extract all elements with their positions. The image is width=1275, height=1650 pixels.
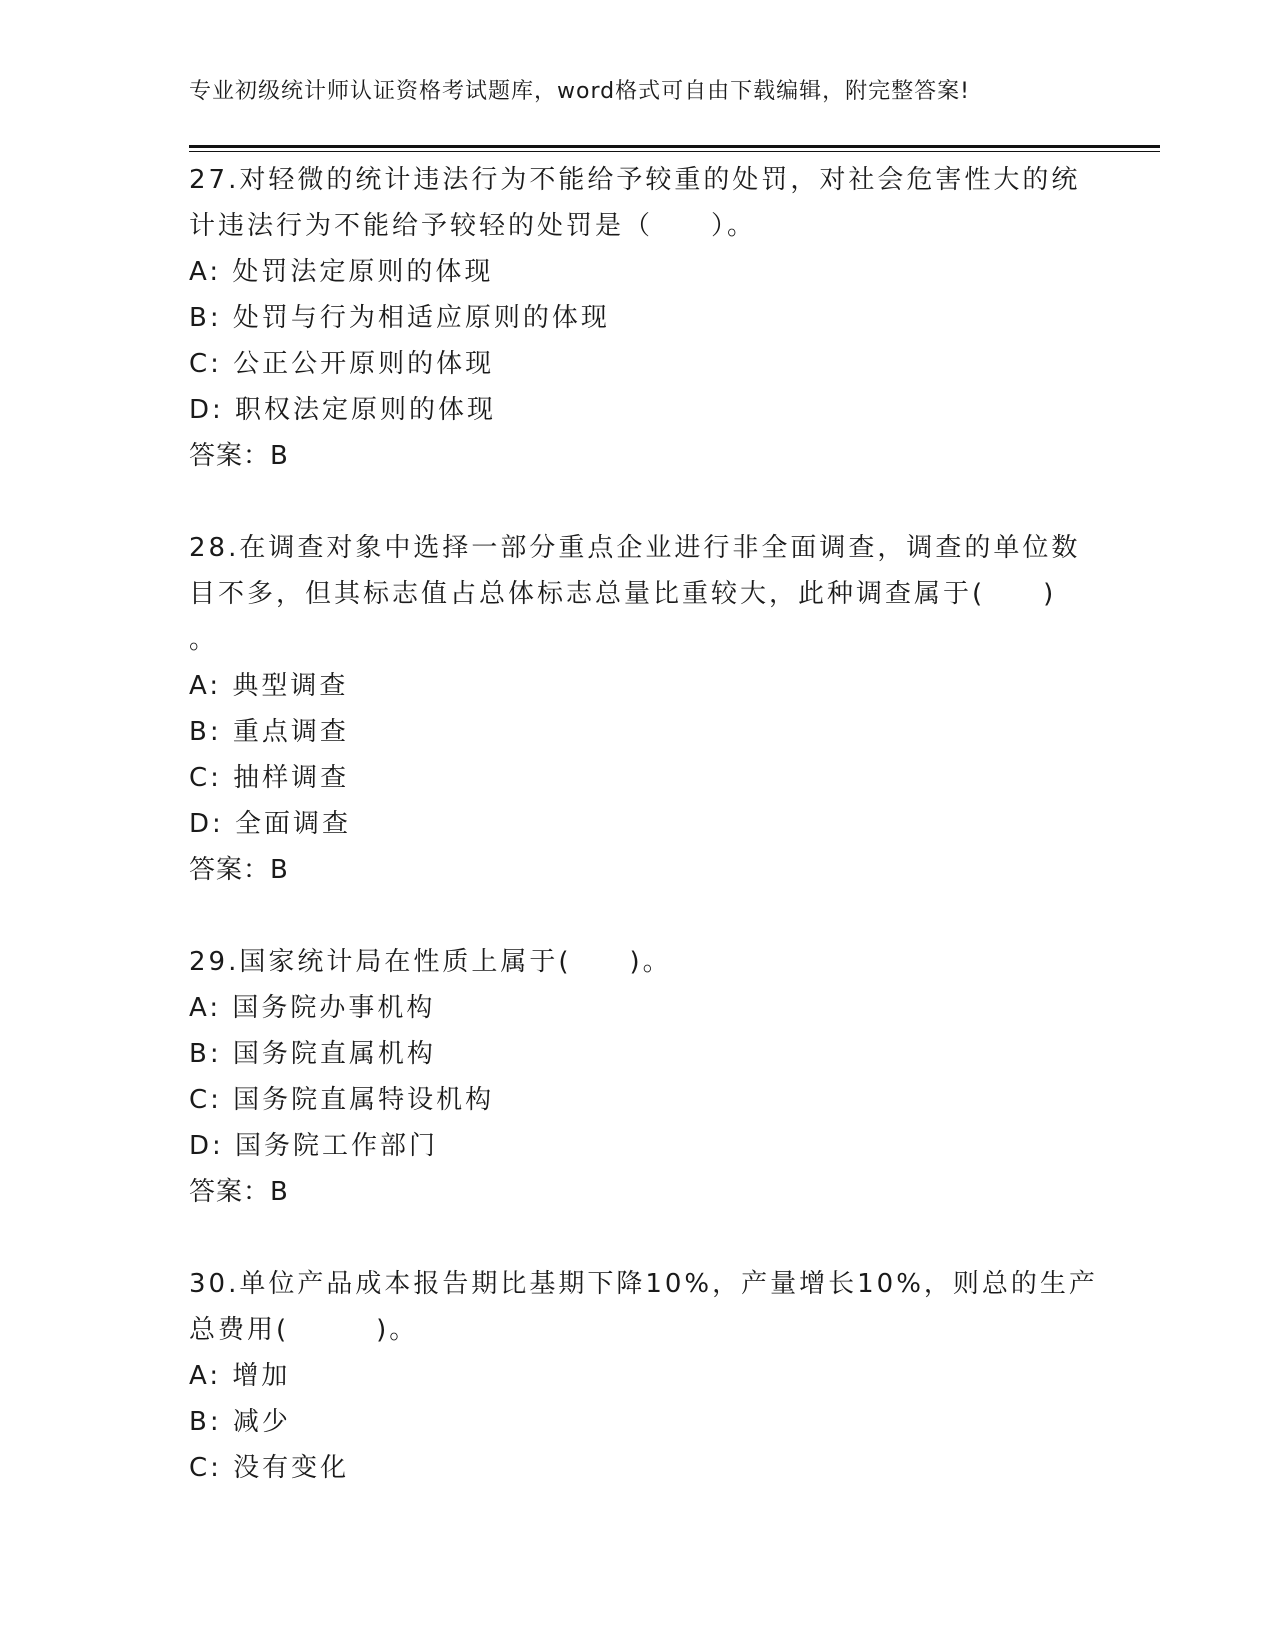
- question-list: [189, 157, 1098, 1491]
- option-d: D: 全面调查: [189, 809, 352, 839]
- spacer: [189, 893, 1089, 939]
- option-a: A: 典型调查: [189, 671, 349, 701]
- header-divider-thick: [189, 145, 1160, 148]
- option-d: D: 国务院工作部门: [189, 1131, 439, 1161]
- option-d: D: 职权法定原则的体现: [189, 395, 497, 425]
- answer-text: 答案：B: [189, 441, 289, 471]
- option-c: C: 没有变化: [189, 1453, 350, 1483]
- question-28: [189, 525, 1089, 893]
- answer-text: 答案：B: [189, 1177, 289, 1207]
- question-text-line: 。: [189, 625, 219, 655]
- option-a: A: 处罚法定原则的体现: [189, 257, 494, 287]
- option-b: B: 国务院直属机构: [189, 1039, 436, 1069]
- option-c: C: 公正公开原则的体现: [189, 349, 495, 379]
- option-b: B: 重点调查: [189, 717, 349, 747]
- option-a: A: 增加: [189, 1361, 291, 1391]
- question-text-line: 目不多，但其标志值占总体标志总量比重较大，此种调查属于( ): [189, 579, 1057, 609]
- question-text-line: 29.国家统计局在性质上属于( )。: [189, 947, 672, 977]
- header-divider-thin: [189, 151, 1160, 152]
- question-30: [189, 1261, 1098, 1491]
- question-text-line: 27.对轻微的统计违法行为不能给予较重的处罚，对社会危害性大的统: [189, 165, 1081, 195]
- question-29: [189, 939, 1089, 1215]
- page-header: 专业初级统计师认证资格考试题库，word格式可自由下载编辑，附完整答案!: [189, 79, 970, 104]
- question-text-line: 计违法行为不能给予较轻的处罚是（ ）。: [189, 211, 757, 241]
- option-c: C: 国务院直属特设机构: [189, 1085, 495, 1115]
- spacer: [189, 1215, 1089, 1261]
- question-text-line: 28.在调查对象中选择一部分重点企业进行非全面调查，调查的单位数: [189, 533, 1081, 563]
- spacer: [189, 479, 1089, 525]
- option-a: A: 国务院办事机构: [189, 993, 436, 1023]
- question-text-line: 30.单位产品成本报告期比基期下降10%，产量增长10%，则总的生产: [189, 1269, 1098, 1299]
- option-b: B: 处罚与行为相适应原则的体现: [189, 303, 610, 333]
- option-b: B: 减少: [189, 1407, 291, 1437]
- question-text-line: 总费用( )。: [189, 1315, 419, 1345]
- answer-text: 答案：B: [189, 855, 289, 885]
- question-27: [189, 157, 1089, 479]
- option-c: C: 抽样调查: [189, 763, 350, 793]
